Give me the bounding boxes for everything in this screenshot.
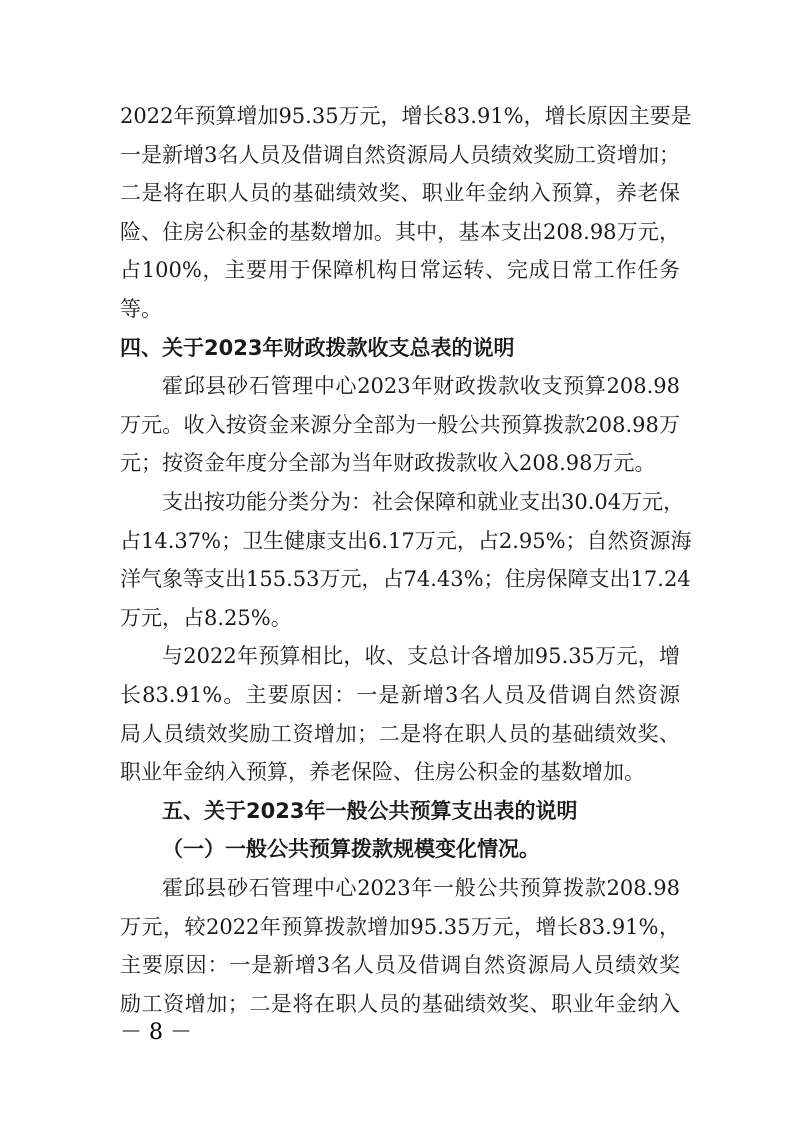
- paragraph-line: 励工资增加；二是将在职人员的基础绩效奖、职业年金纳入: [120, 991, 680, 1016]
- paragraph-line: 局人员绩效奖励工资增加；二是将在职人员的基础绩效奖、: [120, 721, 680, 746]
- paragraph-line: 洋气象等支出155.53万元，占74.43%；住房保障支出17.24: [120, 567, 691, 592]
- paragraph-line: 万元。收入按资金来源分全部为一般公共预算拨款208.98万: [120, 412, 680, 437]
- paragraph-line: 与2022年预算相比，收、支总计各增加95.35万元，增: [162, 644, 680, 669]
- paragraph-line: 二是将在职人员的基础绩效奖、职业年金纳入预算，养老保: [120, 181, 680, 206]
- paragraph-line: 霍邱县砂石管理中心2023年财政拨款收支预算208.98: [162, 374, 680, 399]
- subsection-heading: （一）一般公共预算拨款规模变化情况。: [162, 836, 540, 862]
- paragraph-line: 主要原因：一是新增3名人员及借调自然资源局人员绩效奖: [120, 953, 680, 978]
- paragraph-line: 支出按功能分类分为：社会保障和就业支出30.04万元，: [162, 490, 685, 514]
- section-heading-4: 四、关于2023年财政拨款收支总表的说明: [120, 335, 515, 360]
- paragraph-line: 职业年金纳入预算，养老保险、住房公积金的基数增加。: [120, 760, 645, 785]
- paragraph-line: 长83.91%。主要原因：一是新增3名人员及借调自然资源: [120, 683, 680, 707]
- paragraph-line: 霍邱县砂石管理中心2023年一般公共预算拨款208.98: [162, 876, 680, 900]
- paragraph-line: 2022年预算增加95.35万元，增长83.91%，增长原因主要是: [120, 104, 692, 128]
- paragraph-line: 险、住房公积金的基数增加。其中，基本支出208.98万元，: [120, 219, 680, 244]
- paragraph-line: 等。: [120, 297, 162, 321]
- paragraph-line: 万元，较2022年预算拨款增加95.35万元，增长83.91%，: [120, 914, 680, 939]
- paragraph-line: 万元，占8.25%。: [120, 605, 292, 630]
- paragraph-line: 占100%，主要用于保障机构日常运转、完成日常工作任务: [120, 258, 680, 283]
- page-number: － 8 －: [120, 1020, 192, 1045]
- paragraph-line: 一是新增3名人员及借调自然资源局人员绩效奖励工资增加；: [120, 142, 680, 167]
- section-heading-5: 五、关于2023年一般公共预算支出表的说明: [162, 798, 578, 823]
- paragraph-line: 占14.37%；卫生健康支出6.17万元，占2.95%；自然资源海: [120, 528, 692, 553]
- paragraph-line: 元；按资金年度分全部为当年财政拨款收入208.98万元。: [120, 451, 656, 476]
